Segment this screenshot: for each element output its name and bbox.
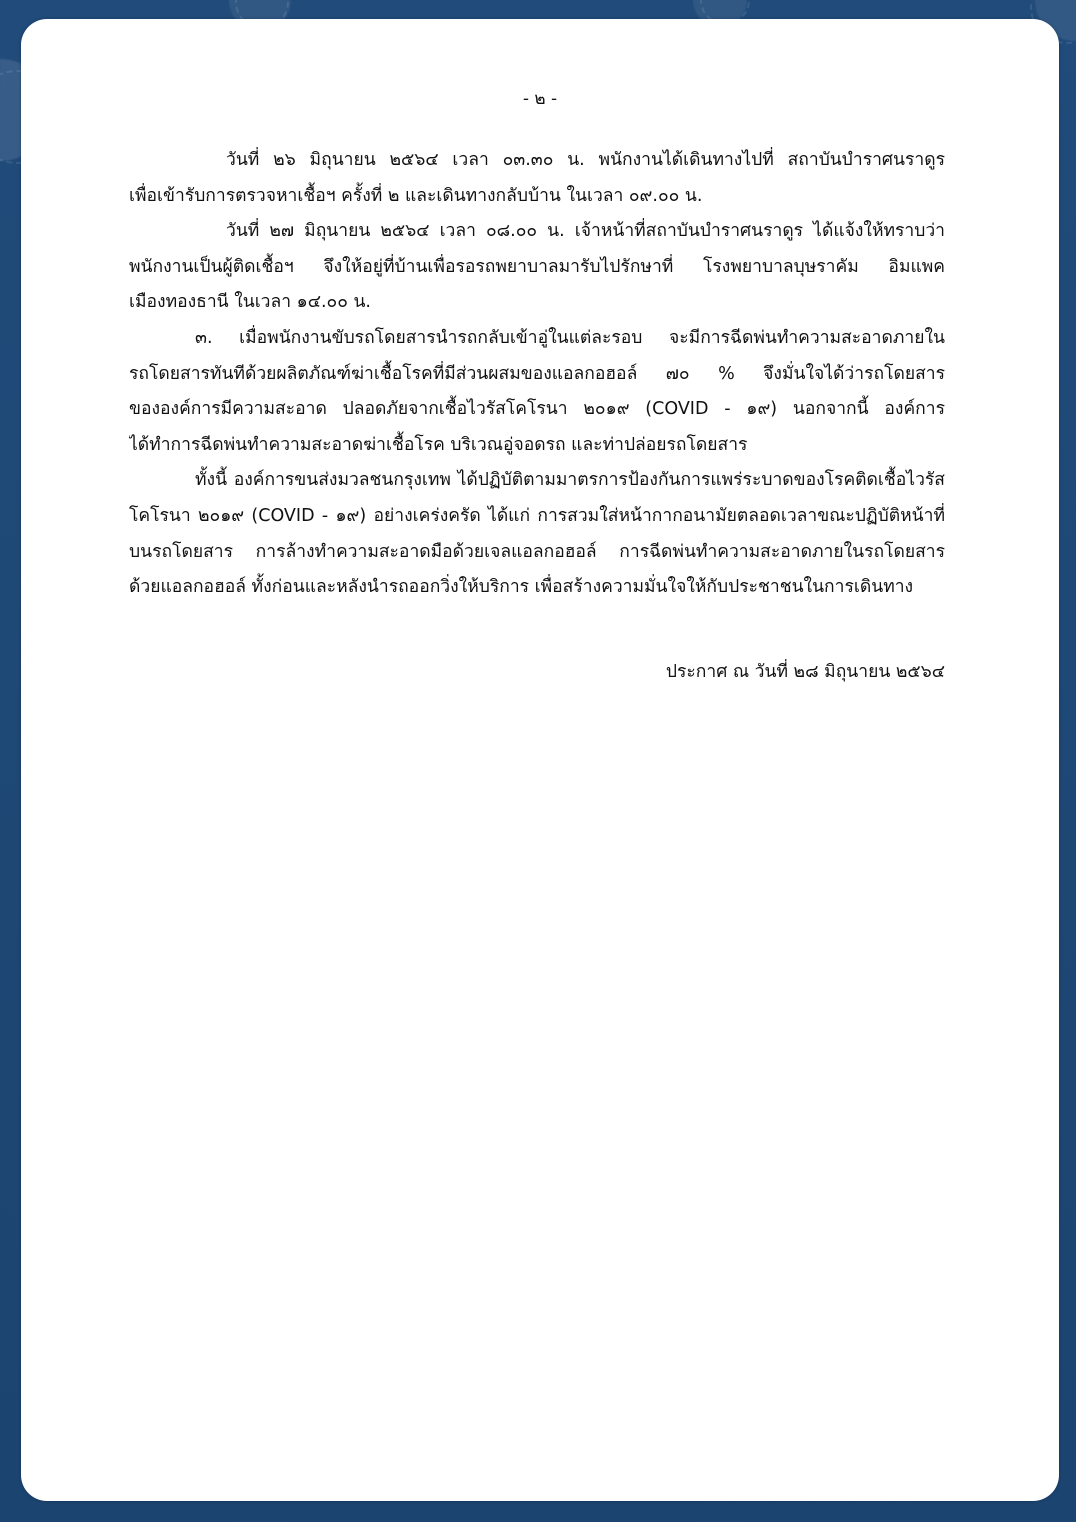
paragraph-4-line-4: ด้วยแอลกอฮอล์ ทั้งก่อนและหลังนำรถออกวิ่งให้บริการ เพื่อสร้างความมั่นใจให้กับประชาชนในการเดินทาง: [129, 577, 914, 598]
paragraph-2-line-3: เมืองทองธานี ในเวลา ๑๔.๐๐ น.: [129, 292, 371, 313]
paragraph-4-line-1: ทั้งนี้ องค์การขนส่งมวลชนกรุงเทพ ได้ปฏิบัติตามมาตรการป้องกันการแพร่ระบาดของโรคติดเชื้อไวรัส: [195, 470, 945, 491]
paragraph-3-line-1: ๓. เมื่อพนักงานขับรถโดยสารนำรถกลับเข้าอู่ในแต่ละรอบ จะมีการฉีดพ่นทำความสะอาดภายใน: [195, 327, 945, 348]
page-number: - ๒ -: [522, 89, 558, 109]
paragraph-3-line-3: ขององค์การมีความสะอาด ปลอดภัยจากเชื้อไวรัสโคโรนา ๒๐๑๙ (COVID - ๑๙) นอกจากนี้ องค์การ: [129, 399, 945, 420]
paragraph-4-line-2: โคโรนา ๒๐๑๙ (COVID - ๑๙) อย่างเคร่งครัด ได้แก่ การสวมใส่หน้ากากอนามัยตลอดเวลาขณะปฏิบัติหน้าที่: [129, 505, 945, 526]
paragraph-3-line-4: ได้ทำการฉีดพ่นทำความสะอาดฆ่าเชื้อโรค บริเวณอู่จอดรถ และท่าปล่อยรถโดยสาร: [129, 434, 748, 455]
paragraph-2-line-2: พนักงานเป็นผู้ติดเชื้อฯ จึงให้อยู่ที่บ้านเพื่อรอรถพยาบาลมารับไปรักษาที่ โรงพยาบาลบุษราคัม อิมแพค: [129, 256, 945, 277]
document-page: [21, 19, 1059, 1501]
paragraph-1-line-1: วันที่ ๒๖ มิถุนายน ๒๕๖๔ เวลา ๐๓.๓๐ น. พนักงานได้เดินทางไปที่ สถาบันบำราศนราดูร: [226, 150, 945, 170]
announcement-date: ประกาศ ณ วันที่ ๒๘ มิถุนายน ๒๕๖๔: [665, 662, 945, 682]
paragraph-4-line-3: บนรถโดยสาร การล้างทำความสะอาดมือด้วยเจลแอลกอฮอล์ การฉีดพ่นทำความสะอาดภายในรถโดยสาร: [129, 541, 945, 562]
paragraph-2-line-1: วันที่ ๒๗ มิถุนายน ๒๕๖๔ เวลา ๐๘.๐๐ น. เจ้าหน้าที่สถาบันบำราศนราดูร ได้แจ้งให้ทราบว่า: [226, 221, 945, 242]
paragraph-3-line-2: รถโดยสารทันทีด้วยผลิตภัณฑ์ฆ่าเชื้อโรคที่มีส่วนผสมของแอลกอฮอล์ ๗๐ % จึงมั่นใจได้ว่ารถโดยสาร: [129, 363, 945, 384]
document-body: [129, 143, 945, 606]
paragraph-1-line-2: เพื่อเข้ารับการตรวจหาเชื้อฯ ครั้งที่ ๒ และเดินทางกลับบ้าน ในเวลา ๐๙.๐๐ น.: [129, 185, 703, 206]
